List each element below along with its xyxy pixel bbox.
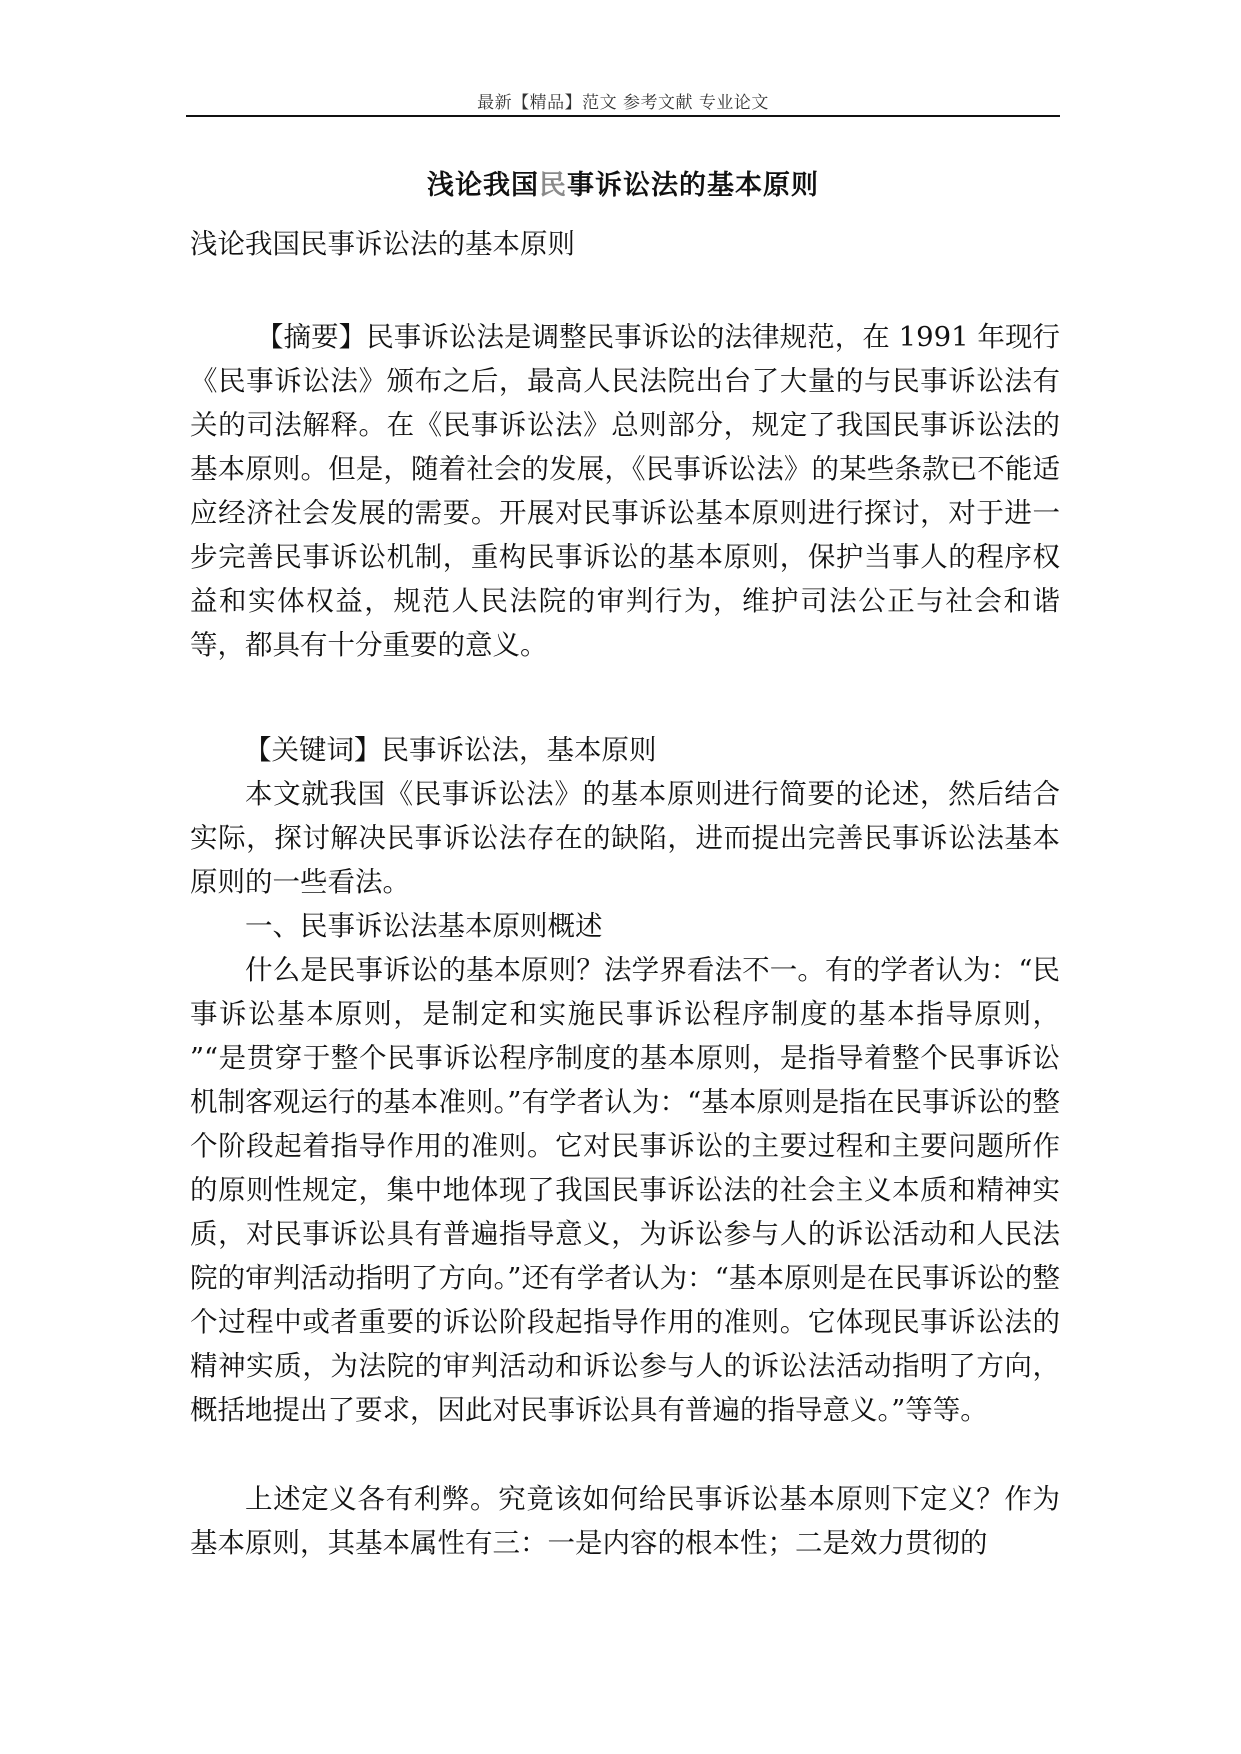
running-header: 最新【精品】范文 参考文献 专业论文 xyxy=(477,93,769,113)
intro-paragraph: 本文就我国《民事诉讼法》的基本原则进行简要的论述，然后结合实际，探讨解决民事诉讼法存在的缺陷，进而提出完善民事诉讼法基本原则的一些看法。 xyxy=(190,778,1060,898)
header-rule xyxy=(186,115,1060,117)
keywords-line: 【关键词】民事诉讼法，基本原则 xyxy=(244,734,657,766)
title-part-2: 事诉讼法的基本原则 xyxy=(567,170,819,201)
title-part-1: 浅论我国 xyxy=(427,170,539,201)
abstract-paragraph: 【摘要】民事诉讼法是调整民事诉讼的法律规范，在 1991 年现行《民事诉讼法》颁布之后，最高人民法院出台了大量的与民事诉讼法有关的司法解释。在《民事诉讼法》总则部分，规定了我国民事诉讼法的基本原则。但是，随着社会的发展，《民事诉讼法》的某些条款已不能适应经济社会发展的需要。开展对民事诉讼基本原则进行探讨，对于进一步完善民事诉讼机制，重构民事诉讼的基本原则，保护当事人的程序权益和实体权益，规范人民法院的审判行为，维护司法公正与社会和谐等，都具有十分重要的意义。 xyxy=(190,321,1060,661)
document-subtitle: 浅论我国民事诉讼法的基本原则 xyxy=(190,228,575,260)
title-highlight: 民 xyxy=(539,170,567,201)
definition-paragraph: 什么是民事诉讼的基本原则？法学界看法不一。有的学者认为：“民事诉讼基本原则，是制定和实施民事诉讼程序制度的基本指导原则， ”“是贯穿于整个民事诉讼程序制度的基本原则，是指导着整个民事诉讼机制客观运行的基本准则。”有学者认为：“基本原则是指在民事诉讼的整个阶段起着指导作用的准则。它对民事诉讼的主要过程和主要问题所作的原则性规定，集中地体现了我国民事诉讼法的社会主义本质和精神实质，对民事诉讼具有普遍指导意义，为诉讼参与人的诉讼活动和人民法院的审判活动指明了方向。”还有学者认为：“基本原则是在民事诉讼的整个过程中或者重要的诉讼阶段起指导作用的准则。它体现民事诉讼法的精神实质，为法院的审判活动和诉讼参与人的诉讼法活动指明了方向，概括地提出了要求，因此对民事诉讼具有普遍的指导意义。”等等。 xyxy=(190,954,1060,1426)
section-heading-1: 一、民事诉讼法基本原则概述 xyxy=(245,910,603,942)
document-title xyxy=(186,163,1060,202)
analysis-paragraph: 上述定义各有利弊。究竟该如何给民事诉讼基本原则下定义？作为基本原则，其基本属性有三：一是内容的根本性；二是效力贯彻的 xyxy=(190,1483,1060,1559)
